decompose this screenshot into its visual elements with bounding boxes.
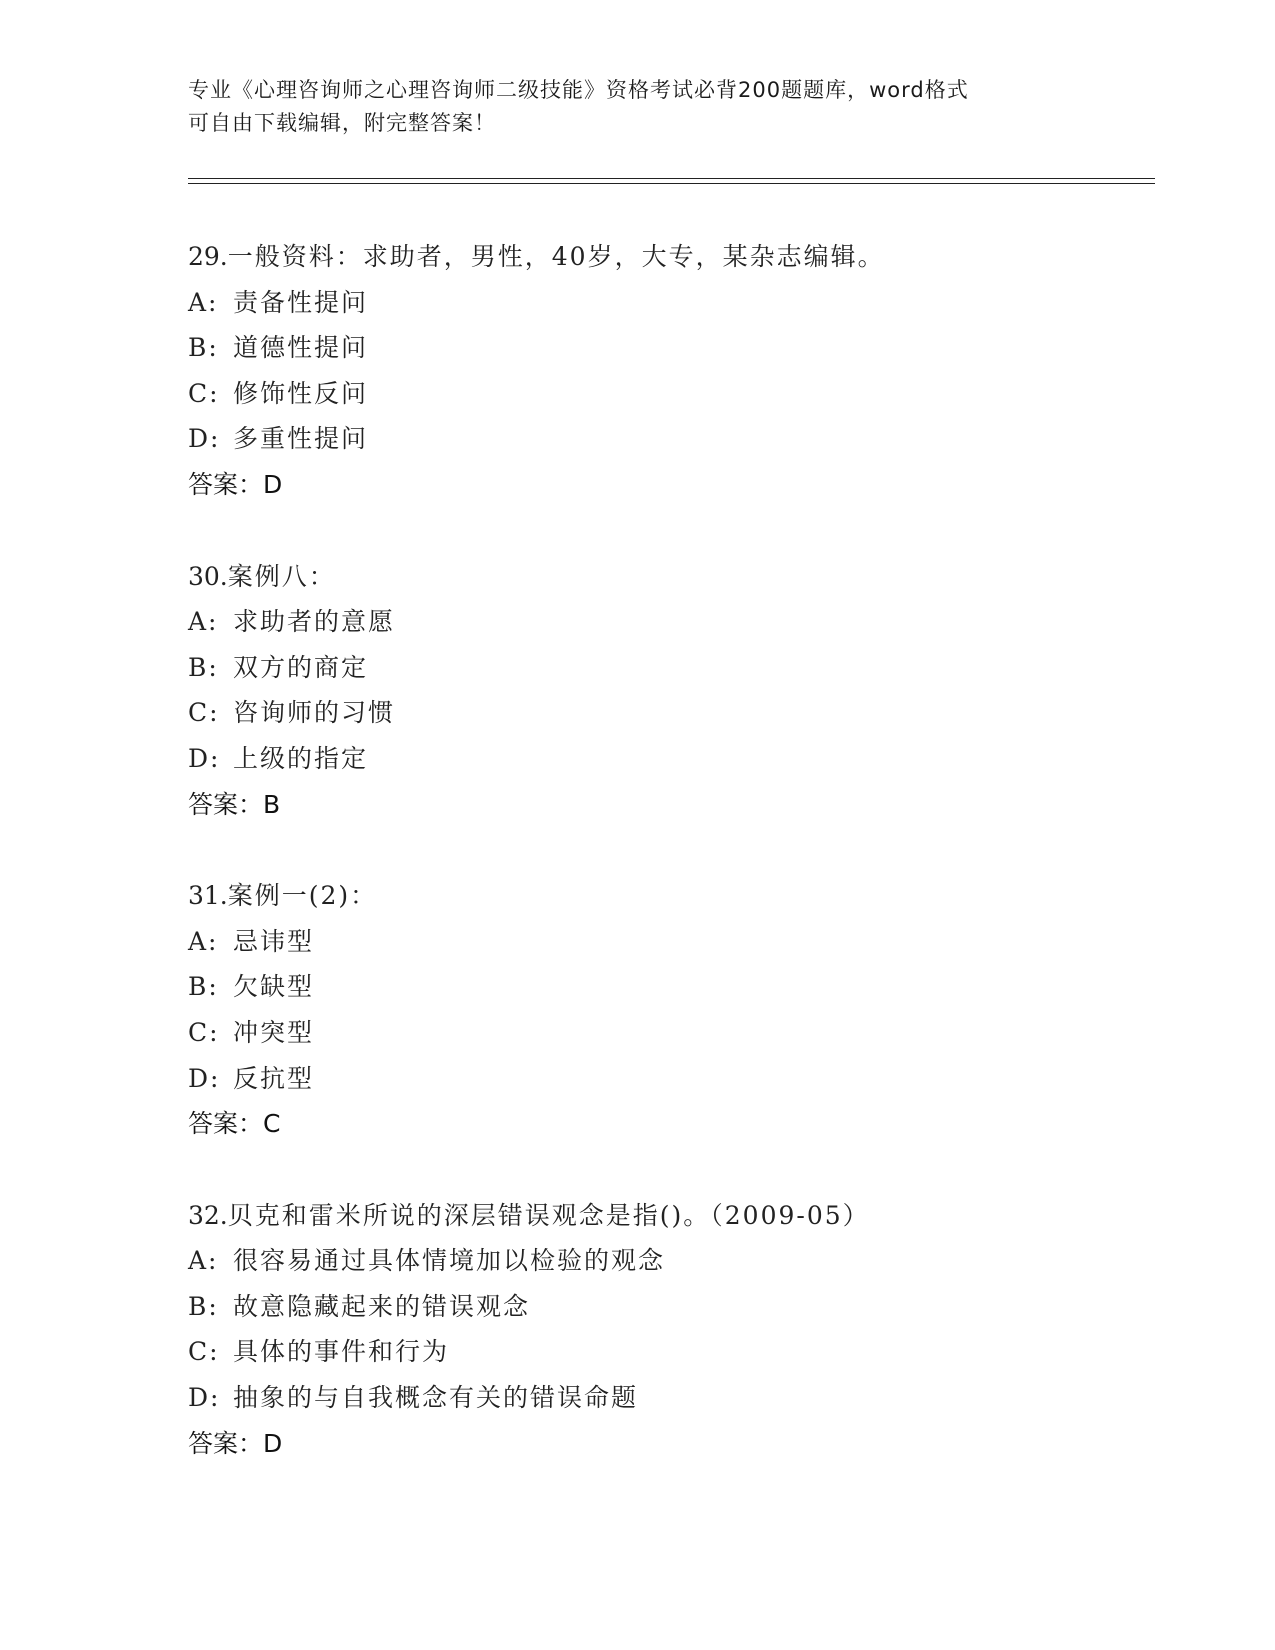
- option-text: 修饰性反问: [233, 378, 369, 408]
- option-letter: A:: [188, 926, 219, 956]
- question-number: 30.: [188, 561, 228, 591]
- option-letter: D:: [188, 1063, 221, 1093]
- option-letter: A:: [188, 1246, 219, 1276]
- question-number: 29.: [188, 242, 228, 271]
- option-letter: B:: [188, 1291, 219, 1321]
- question-text: 贝克和雷米所说的深层错误观念是指()。（2009-05）: [227, 1200, 870, 1230]
- question-stem: [188, 873, 1148, 919]
- question-text: 一般资料：求助者，男性，40岁，大专，某杂志编辑。: [227, 242, 885, 271]
- option-d: [188, 1375, 1148, 1421]
- option-a: [188, 1238, 1148, 1284]
- answer-value: D: [263, 469, 283, 499]
- question-29: [188, 234, 1148, 508]
- option-text: 忌讳型: [233, 926, 315, 956]
- question-31: [188, 873, 1148, 1147]
- option-c: [188, 371, 1148, 417]
- question-text: 案例一(2)：: [227, 881, 378, 911]
- answer-value: D: [263, 1428, 283, 1458]
- answer-line: [188, 1421, 1148, 1467]
- answer-line: [188, 462, 1148, 508]
- answer-label: 答案：: [188, 1109, 264, 1139]
- option-text: 具体的事件和行为: [233, 1337, 450, 1367]
- option-text: 咨询师的习惯: [233, 698, 396, 728]
- option-text: 抽象的与自我概念有关的错误命题: [233, 1383, 639, 1413]
- option-letter: A:: [188, 607, 219, 637]
- option-letter: D:: [188, 743, 221, 773]
- option-text: 道德性提问: [233, 333, 369, 363]
- option-letter: D:: [188, 1383, 221, 1413]
- option-b: [188, 645, 1148, 691]
- option-d: [188, 416, 1148, 462]
- answer-line: [188, 1101, 1148, 1147]
- question-32: [188, 1193, 1148, 1467]
- option-letter: D:: [188, 424, 221, 454]
- answer-value: C: [263, 1109, 281, 1139]
- option-text: 上级的指定: [233, 743, 369, 773]
- header-divider-top: [188, 178, 1155, 179]
- header-divider-bottom: [188, 183, 1155, 184]
- option-c: [188, 1010, 1148, 1056]
- option-c: [188, 690, 1148, 736]
- option-text: 反抗型: [233, 1063, 315, 1093]
- option-b: [188, 1284, 1148, 1330]
- option-letter: C:: [188, 378, 220, 408]
- option-letter: B:: [188, 972, 219, 1002]
- option-text: 双方的商定: [233, 652, 369, 682]
- option-text: 求助者的意愿: [233, 607, 396, 637]
- question-number: 32.: [188, 1200, 228, 1230]
- option-letter: C:: [188, 1017, 220, 1047]
- option-letter: C:: [188, 698, 220, 728]
- question-text: 案例八：: [227, 561, 336, 591]
- option-text: 冲突型: [233, 1017, 315, 1047]
- option-a: [188, 280, 1148, 326]
- answer-label: 答案：: [188, 469, 264, 499]
- question-30: [188, 554, 1148, 828]
- option-text: 责备性提问: [233, 287, 369, 317]
- option-b: [188, 964, 1148, 1010]
- option-d: [188, 736, 1148, 782]
- question-stem: [188, 1193, 1148, 1239]
- option-a: [188, 599, 1148, 645]
- option-letter: B:: [188, 333, 219, 363]
- answer-value: B: [263, 789, 281, 819]
- answer-line: [188, 782, 1148, 828]
- question-number: 31.: [188, 881, 228, 911]
- option-text: 多重性提问: [233, 424, 369, 454]
- header-line-1: 专业《心理咨询师之心理咨询师二级技能》资格考试必背200题题库，word格式: [188, 78, 969, 102]
- option-b: [188, 325, 1148, 371]
- header-line-2: 可自由下载编辑，附完整答案！: [188, 111, 496, 135]
- option-text: 很容易通过具体情境加以检验的观念: [233, 1246, 666, 1276]
- option-letter: C:: [188, 1337, 220, 1367]
- option-text: 欠缺型: [233, 972, 315, 1002]
- option-letter: B:: [188, 652, 219, 682]
- option-text: 故意隐藏起来的错误观念: [233, 1291, 531, 1321]
- answer-label: 答案：: [188, 789, 264, 819]
- document-header: [188, 74, 1088, 140]
- option-a: [188, 919, 1148, 965]
- question-list: [188, 234, 1148, 1512]
- option-d: [188, 1056, 1148, 1102]
- answer-label: 答案：: [188, 1428, 264, 1458]
- option-letter: A:: [188, 287, 219, 317]
- option-c: [188, 1329, 1148, 1375]
- question-stem: [188, 554, 1148, 600]
- question-stem: [188, 234, 1148, 280]
